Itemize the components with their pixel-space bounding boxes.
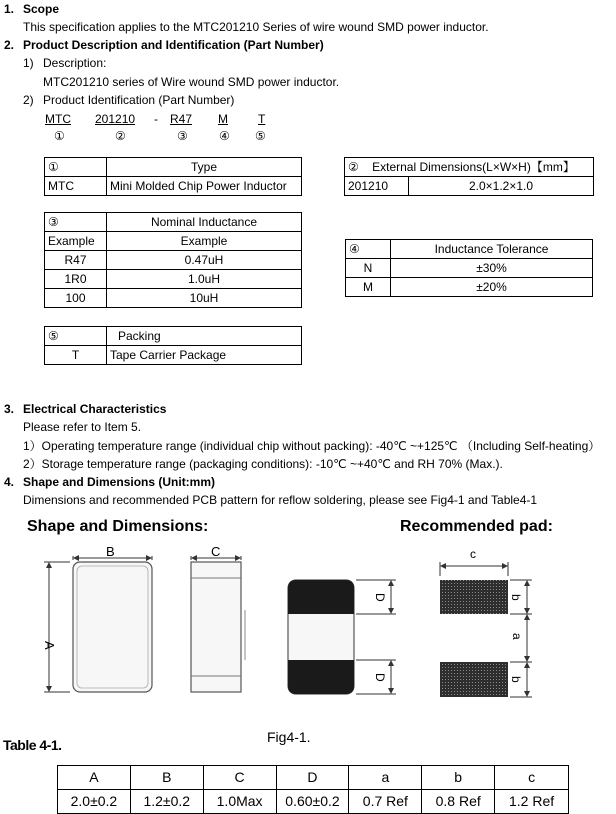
label-a: A [42, 641, 57, 650]
side-view [191, 555, 245, 692]
section-2-sub1-number: 1) [23, 56, 34, 70]
b-arrow-left [73, 555, 79, 561]
part-code-inductance: R47 [170, 112, 193, 126]
tolerance-value: ±20% [391, 278, 593, 297]
inductance-code: 1R0 [45, 270, 107, 289]
inductance-table-header: Nominal Inductance [107, 213, 302, 232]
table-header-row [58, 766, 569, 790]
a-arrow-bottom [46, 686, 52, 692]
table-4-1-value: 1.2 Ref [495, 790, 569, 814]
figure-caption: Fig4-1. [267, 729, 311, 745]
d2-arrow-bottom [388, 688, 394, 694]
table-4-1-value: 0.7 Ref [349, 790, 422, 814]
b1-arrow-bottom [524, 608, 530, 614]
section-2-sub1-body: MTC201210 series of Wire wound SMD power inductor. [43, 75, 340, 89]
label-c: C [211, 544, 221, 559]
table-row [58, 790, 569, 814]
section-3-line2: 1）Operating temperature range (individual chip without packing): -40℃ ~+125℃ （Including Self-heating） [23, 439, 601, 453]
b1-arrow-top [524, 580, 530, 586]
b-arrow-right [146, 555, 152, 561]
section-1-body: This specification applies to the MTC201210 Series of wire wound SMD power inductor. [23, 20, 489, 34]
pad-title: Recommended pad: [400, 518, 553, 535]
packing-code: T [45, 346, 107, 365]
tolerance-table-header: Inductance Tolerance [391, 240, 593, 259]
inductance-value: 10uH [107, 289, 302, 308]
section-3-title: Electrical Characteristics [23, 402, 167, 416]
section-2-title: Product Description and Identification (Part Number) [23, 38, 324, 52]
part-marker-4: ④ [219, 129, 230, 143]
label-pad-b-top: b [509, 594, 523, 601]
table-4-1-header: a [349, 766, 422, 790]
front-view [44, 555, 152, 692]
type-code: MTC [45, 177, 107, 196]
electrode-top [288, 580, 354, 614]
table-4-1-header: D [276, 766, 349, 790]
table-4-1-header: b [422, 766, 495, 790]
section-3-line1: Please refer to Item 5. [23, 420, 142, 434]
chip-side-outline [191, 562, 241, 692]
inductance-value: 1.0uH [107, 270, 302, 289]
table-4-1-header: c [495, 766, 569, 790]
type-table-marker: ① [45, 158, 107, 177]
inductance-col2: Example [107, 232, 302, 251]
part-code-tolerance: M [218, 112, 228, 126]
section-2-sub2-title: Product Identification (Part Number) [43, 93, 235, 107]
label-pad-a: a [510, 633, 524, 640]
a-arrow-top [46, 562, 52, 568]
dimensions-value: 2.0×1.2×1.0 [409, 177, 594, 196]
section-4-body: Dimensions and recommended PCB pattern for reflow soldering, please see Fig4-1 and Table4-1 [23, 493, 538, 507]
type-description: Mini Molded Chip Power Inductor [107, 177, 302, 196]
part-code-dimensions: 201210 [95, 112, 136, 126]
section-3-number: 3. [4, 402, 15, 416]
inductance-code: 100 [45, 289, 107, 308]
part-code-packing: T [258, 112, 266, 126]
section-2-sub2-number: 2) [23, 93, 34, 107]
part-marker-3: ③ [177, 129, 188, 143]
d1-arrow-top [388, 580, 394, 586]
part-marker-1: ① [54, 129, 65, 143]
table-4-1-value: 0.60±0.2 [276, 790, 349, 814]
part-marker-2: ② [115, 129, 126, 143]
inductance-col1: Example [45, 232, 107, 251]
pad-top [440, 580, 508, 614]
section-1-title: Scope [23, 2, 60, 16]
section-1-number: 1. [4, 2, 15, 16]
packing-table-title: Packing [118, 328, 161, 343]
b2-arrow-bottom [524, 691, 530, 697]
inductance-value: 0.47uH [107, 251, 302, 270]
c-pad-arrow-right [502, 563, 508, 569]
c-arrow-right [235, 555, 241, 561]
label-pad-b-bottom: b [509, 676, 523, 683]
a-pad-arrow-bottom [524, 656, 530, 662]
tolerance-code: N [346, 259, 391, 278]
section-4-number: 4. [4, 475, 15, 489]
part-code-dash: - [154, 112, 158, 126]
table-4-1-value: 1.2±0.2 [130, 790, 203, 814]
section-4-title: Shape and Dimensions (Unit:mm) [23, 475, 216, 489]
table-4-1-title: Table 4-1. [3, 737, 62, 753]
label-d-top: D [373, 593, 387, 602]
d1-arrow-bottom [388, 608, 394, 614]
table-4-1-value: 2.0±0.2 [58, 790, 131, 814]
section-3-line3: 2）Storage temperature range (packaging conditions): -10℃ ~+40℃ and RH 70% (Max.). [23, 457, 503, 471]
c-arrow-left [191, 555, 197, 561]
part-marker-5: ⑤ [255, 129, 266, 143]
table-4-1-header: C [203, 766, 276, 790]
label-d-bottom: D [373, 673, 387, 682]
inductance-code: R47 [45, 251, 107, 270]
packing-table-marker: ⑤ [45, 327, 107, 346]
packing-description: Tape Carrier Package [107, 346, 302, 365]
table-4-1-value: 0.8 Ref [422, 790, 495, 814]
type-table-header: Type [107, 158, 302, 177]
a-pad-arrow-top [524, 614, 530, 620]
part-code-series: MTC [45, 112, 71, 126]
table-4-1-value: 1.0Max [203, 790, 276, 814]
table-4-1-header: B [130, 766, 203, 790]
label-b: B [106, 544, 115, 559]
dimensions-code: 201210 [345, 177, 409, 196]
table-4-1 [57, 765, 569, 814]
inductance-table-marker: ③ [45, 213, 107, 232]
dimensions-table-title: External Dimensions(L×W×H)【mm】 [372, 159, 575, 174]
section-2-number: 2. [4, 38, 15, 52]
tolerance-value: ±30% [391, 259, 593, 278]
table-4-1-header: A [58, 766, 131, 790]
shape-title: Shape and Dimensions: [27, 518, 209, 535]
d2-arrow-top [388, 660, 394, 666]
chip-front-outline [73, 562, 152, 692]
b2-arrow-top [524, 662, 530, 668]
dimensions-table-marker: ② [348, 159, 359, 174]
electrode-bottom [288, 660, 354, 694]
tolerance-code: M [346, 278, 391, 297]
label-pad-c: c [470, 547, 476, 561]
section-2-sub1-title: Description: [43, 56, 107, 70]
c-pad-arrow-left [440, 563, 446, 569]
tolerance-table-marker: ④ [346, 240, 391, 259]
pad-bottom [440, 662, 508, 697]
